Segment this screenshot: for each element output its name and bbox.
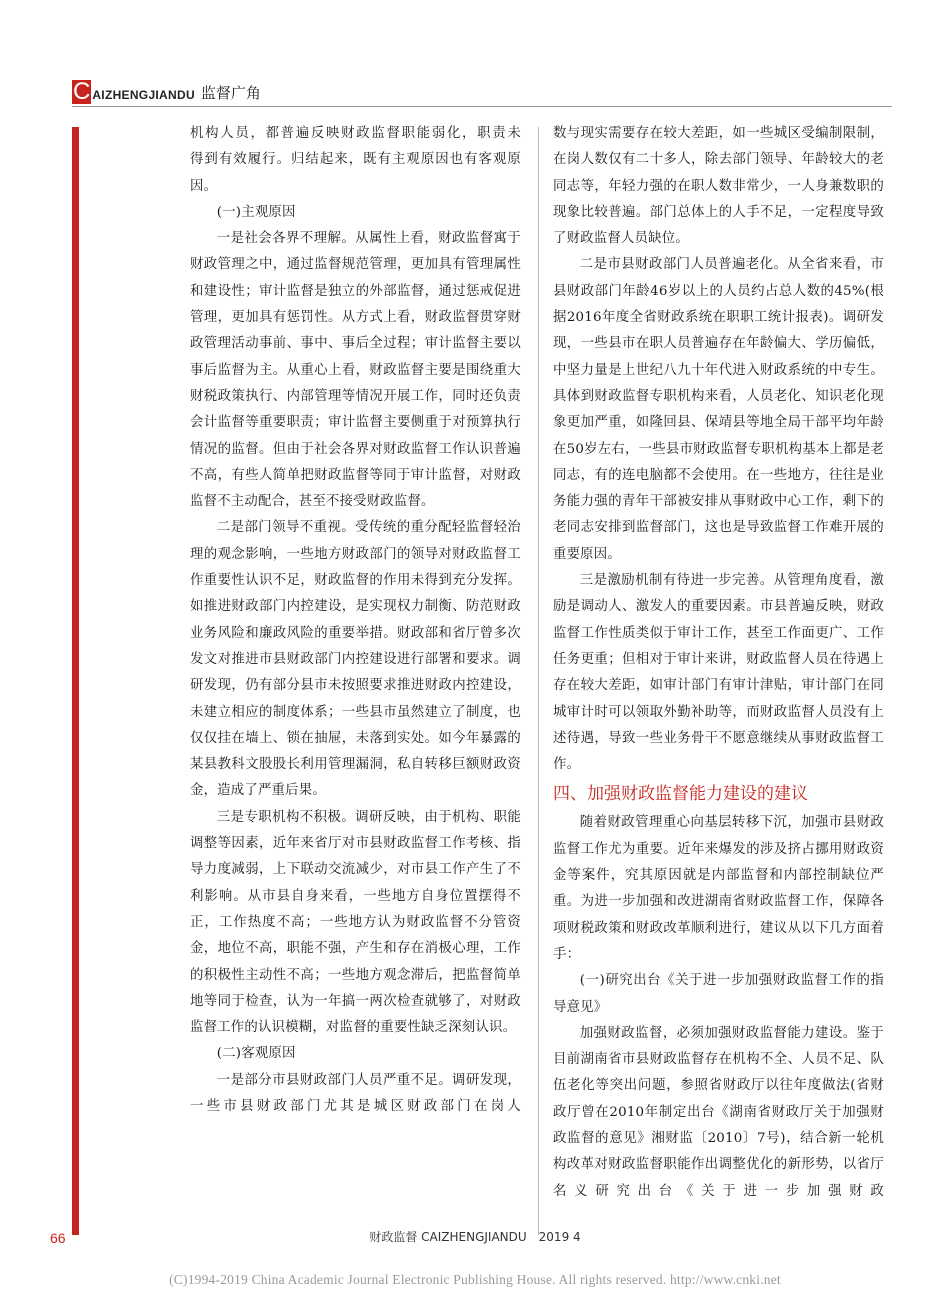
header-divider xyxy=(72,106,892,107)
paragraph: 得到有效履行。归结起来，既有主观原因也有客观原因。 xyxy=(190,152,521,194)
left-column xyxy=(190,121,521,1120)
subheading: (二)客观原因 xyxy=(216,1046,296,1062)
journal-logo-name: AIZHENGJIANDU xyxy=(92,88,195,102)
paragraph: 随着财政管理重心向基层转移下沉，加强市县财政监督工作尤为重要。近年来爆发的涉及挤占挪用财政资金等案件，究其原因就是内部监督和内部控制缺位严重。为进一步加强和改进湖南省财政监督工作，保障各项财税政策和财政改革顺利进行，建议从以下几方面着手： xyxy=(553,815,884,962)
paragraph: 数与现实需要存在较大差距，如一些城区受编制限制，在岗人数仅有二十多人，除去部门领导、年龄较大的老同志等，年轻力强的在职人数非常少，一人身兼数职的现象比较普遍。部门总体上的人手不足，一定程度导致了财政监督人员缺位。 xyxy=(553,126,884,247)
page-number: 66 xyxy=(50,1230,66,1246)
paragraph: 机构人员，都普遍反映财政监督职能弱化，职责未 xyxy=(190,126,521,141)
footer-journal: 财政监督 CAIZHENGJIANDU 2019 4 xyxy=(369,1230,581,1244)
copyright-notice: (C)1994-2019 China Academic Journal Electronic Publishing House. All rights reserved. http://www.cnki.net xyxy=(169,1272,781,1287)
paragraph: 二是部门领导不重视。受传统的重分配轻监督轻治理的观念影响，一些地方财政部门的领导对财政监督工作重要性认识不足，财政监督的作用未得到充分发挥。如推进财政部门内控建设，是实现权力制衡、防范财政业务风险和廉政风险的重要举措。财政部和省厅曾多次发文对推进市县财政部门内控建设进行部署和要求。调研发现，仍有部分县市未按照要求推进财政内控建设，未建立相应的制度体系；一些县市虽然建立了制度，也仅仅挂在墙上、锁在抽屉，未落到实处。如今年暴露的某县教科文股股长利用管理漏洞，私自转移巨额财政资金，造成了严重后果。 xyxy=(190,520,521,799)
paragraph: 二是市县财政部门人员普遍老化。从全省来看，市县财政部门年龄46岁以上的人员约占总人数的45%(根据2016年度全省财政系统在职职工统计报表)。调研发现，一些县市在职人员普遍存在年龄偏大、学历偏低，中坚力量是上世纪八九十年代进入财政系统的中专生。具体到财政监督专职机构来看，人员老化、知识老化现象更加严重，如隆回县、保靖县等地全局干部平均年龄在50岁左右，一些县市财政监督专职机构基本上都是老同志，有的连电脑都不会使用。在一些地方，往往是业务能力强的青年干部被安排从事财政中心工作，剩下的老同志安排到监督部门，这也是导致监督工作难开展的重要原因。 xyxy=(553,257,884,562)
accent-bar xyxy=(72,127,79,1235)
section-heading: 四、加强财政监督能力建设的建议 xyxy=(553,784,808,805)
paragraph: 三是专职机构不积极。调研反映，由于机构、职能调整等因素，近年来省厅对市县财政监督工作考核、指导力度减弱，上下联动交流减少，对市县工作产生了不利影响。从市县自身来看，一些地方自身位置摆得不正，工作热度不高；一些地方认为财政监督不分管资金，地位不高，职能不强，产生和存在消极心理，工作的积极性主动性不高；一些地方观念滞后，把监督简单地等同于检查，认为一年搞一两次检查就够了，对财政监督工作的认识模糊，对监督的重要性缺乏深刻认识。 xyxy=(190,809,521,1036)
column-divider xyxy=(538,127,539,1235)
journal-logo-initial: C xyxy=(73,78,91,105)
paragraph: 一是社会各界不理解。从属性上看，财政监督寓于财政管理之中，通过监督规范管理，更加具有管理属性和建设性；审计监督是独立的外部监督，通过惩戒促进管理，更加具有惩罚性。从方式上看，财政监督贯穿财政管理活动事前、事中、事后全过程；审计监督主要以事后监督为主。从重心上看，财政监督主要是围绕重大财税政策执行、内部管理等情况开展工作，同时还负责会计监督等重要职责；审计监督主要侧重于对预算执行情况的监督。但由于社会各界对财政监督工作认识普遍不高，有些人简单把财政监督等同于审计监督，对财政监督不主动配合，甚至不接受财政监督。 xyxy=(190,231,521,510)
paragraph: 加强财政监督，必须加强财政监督能力建设。鉴于目前湖南省市县财政监督存在机构不全、人员不足、队伍老化等突出问题，参照省财政厅以往年度做法(省财政厅曾在2010年制定出台《湖南省财政厅关于加强财政监督的意见》湘财监〔2010〕7号)，结合新一轮机构改革对财政监督职能作出调整优化的新形势，以省厅名义研究出台《关于进一步加强财政 xyxy=(553,1025,884,1199)
section-title: 监督广角 xyxy=(200,84,261,102)
paragraph: 一是部分市县财政部门人员严重不足。调研发现，一些市县财政部门尤其是城区财政部门在岗人 xyxy=(190,1072,521,1114)
right-column xyxy=(553,121,884,1205)
subheading: (一)研究出台《关于进一步加强财政监督工作的指导意见》 xyxy=(553,973,884,1015)
journal-header xyxy=(72,78,261,104)
subheading: (一)主观原因 xyxy=(216,204,296,220)
paragraph: 三是激励机制有待进一步完善。从管理角度看，激励是调动人、激发人的重要因素。市县普遍反映，财政监督工作性质类似于审计工作，甚至工作面更广、工作任务更重；但相对于审计来讲，财政监督人员在待遇上存在较大差距，如审计部门有审计津贴，审计部门在同城审计时可以领取外勤补助等，而财政监督人员没有上述待遇，导致一些业务骨干不愿意继续从事财政监督工作。 xyxy=(553,573,884,773)
